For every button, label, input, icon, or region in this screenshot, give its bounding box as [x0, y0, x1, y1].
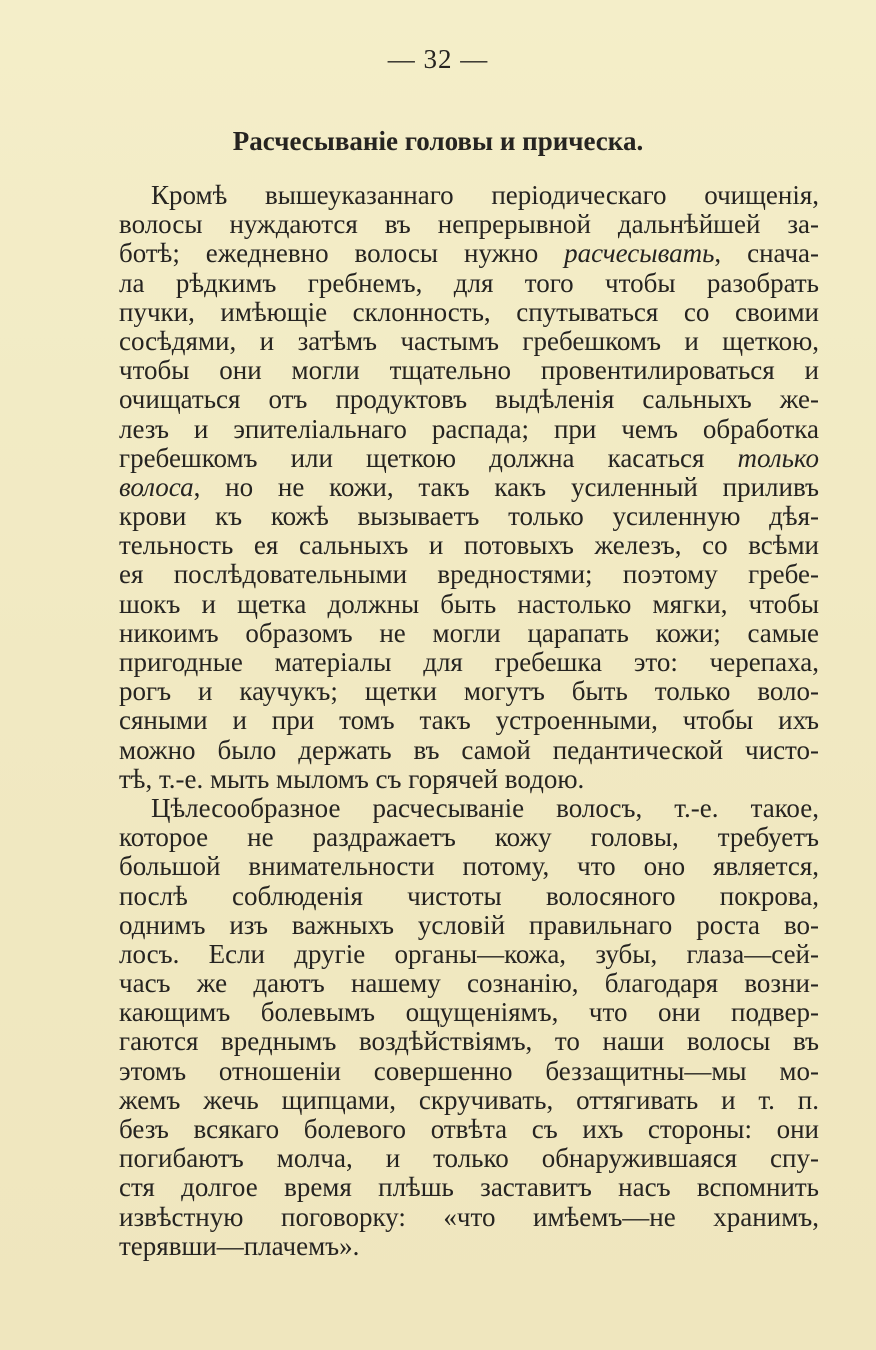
text-line — [119, 385, 819, 414]
text-line — [119, 765, 819, 794]
text-segment: лезъ и эпителіальнаго распада; при чемъ обработка — [119, 413, 819, 444]
text-line — [119, 560, 819, 589]
text-line — [119, 677, 819, 706]
text-segment: сосѣдями, и затѣмъ частымъ гребешкомъ и щеткою, — [119, 325, 819, 356]
text-line — [119, 1057, 819, 1086]
text-line — [119, 181, 819, 210]
text-line — [119, 356, 819, 385]
text-segment: пучки, имѣющіе склонность, спутываться со своими — [119, 296, 819, 327]
text-line — [119, 1232, 819, 1261]
text-segment: ея послѣдовательными вредностями; поэтому гребе- — [119, 559, 819, 590]
text-segment: извѣстную поговорку: «что имѣемъ—не хранимъ, — [119, 1201, 819, 1232]
text-line — [119, 736, 819, 765]
text-segment: большой внимательности потому, что оно является, — [119, 851, 819, 882]
text-line — [119, 269, 819, 298]
text-line — [119, 1086, 819, 1115]
text-line — [119, 706, 819, 735]
text-segment: рогъ и каучукъ; щетки могутъ быть только воло- — [119, 676, 819, 707]
text-segment: , но не кожи, такъ какъ усиленный приливъ — [193, 471, 819, 502]
text-line — [119, 590, 819, 619]
text-line — [119, 911, 819, 940]
emphasis-text: волоса — [119, 471, 194, 502]
text-segment: лосъ. Если другіе органы—кожа, зубы, глаза—сей- — [119, 938, 819, 969]
text-segment: , снача- — [714, 238, 820, 269]
page-number: — 32 — — [387, 44, 489, 74]
text-line — [119, 531, 819, 560]
text-line — [119, 823, 819, 852]
text-segment: никоимъ образомъ не могли царапать кожи; самые — [119, 617, 819, 648]
text-line — [119, 415, 819, 444]
text-line — [119, 852, 819, 881]
text-line — [119, 882, 819, 911]
text-line — [119, 1203, 819, 1232]
text-segment: тельность ея сальныхъ и потовыхъ железъ, со всѣми — [119, 530, 819, 561]
paragraph-2 — [119, 794, 819, 1261]
text-line — [119, 327, 819, 356]
text-segment: этомъ отношеніи совершенно беззащитны—мы мо- — [119, 1055, 819, 1086]
text-segment: чтобы они могли тщательно провентилироваться и — [119, 355, 819, 386]
text-segment: однимъ изъ важныхъ условій правильнаго роста во- — [119, 909, 819, 940]
text-segment: крови къ кожѣ вызываетъ только усиленную дѣя- — [119, 501, 819, 532]
text-line — [119, 473, 819, 502]
text-segment: очищаться отъ продуктовъ выдѣленія сальныхъ же- — [119, 384, 819, 415]
text-line — [119, 1173, 819, 1202]
chapter-title: Расчесываніе головы и прическа. — [232, 126, 644, 156]
text-line — [119, 998, 819, 1027]
text-segment: послѣ соблюденія чистоты волосяного покрова, — [119, 880, 819, 911]
text-line — [119, 648, 819, 677]
emphasis-text: только — [737, 442, 819, 473]
text-segment: безъ всякаго болевого отвѣта съ ихъ стороны: они — [119, 1114, 819, 1144]
text-segment: пригодные матеріалы для гребешка это: черепаха, — [119, 647, 819, 677]
emphasis-text: расчесывать — [564, 238, 715, 269]
text-line — [119, 1115, 819, 1144]
text-segment: Кромѣ вышеуказаннаго періодическаго очищенія, — [151, 180, 819, 210]
text-line — [119, 969, 819, 998]
text-segment: ботѣ; ежедневно волосы нужно — [119, 238, 565, 269]
text-segment: гаются вреднымъ воздѣйствіямъ, то наши волосы въ — [119, 1026, 819, 1057]
text-segment: ла рѣдкимъ гребнемъ, для того чтобы разобрать — [119, 267, 819, 298]
text-segment: кающимъ болевымъ ощущеніямъ, что они подвер- — [119, 997, 819, 1028]
text-segment: шокъ и щетка должны быть настолько мягки, чтобы — [119, 588, 819, 619]
text-line — [119, 1144, 819, 1173]
text-segment: погибаютъ молча, и только обнаружившаяся спу- — [119, 1143, 819, 1174]
text-segment: сяными и при томъ такъ устроенными, чтобы ихъ — [119, 705, 819, 736]
text-line — [119, 1027, 819, 1056]
text-line — [119, 940, 819, 969]
text-segment: гребешкомъ или щеткою должна касаться — [119, 442, 738, 473]
text-line — [119, 298, 819, 327]
text-segment: волосы нуждаются въ непрерывной дальнѣйшей за- — [119, 209, 819, 240]
text-segment: Цѣлесообразное расчесываніе волосъ, т.-е. такое, — [151, 792, 819, 823]
paragraph-1 — [119, 181, 819, 794]
text-segment: которое не раздражаетъ кожу головы, требуетъ — [119, 822, 819, 853]
text-segment: можно было держать въ самой педантической чисто- — [119, 734, 819, 765]
text-line — [119, 794, 819, 823]
text-line — [119, 502, 819, 531]
text-segment: тѣ, т.-е. мыть мыломъ съ горячей водою. — [119, 763, 585, 794]
text-line — [119, 444, 819, 473]
text-segment: стя долгое время плѣшь заставитъ насъ вспомнить — [119, 1172, 819, 1203]
text-segment: терявши—плачемъ». — [119, 1230, 360, 1261]
text-line — [119, 239, 819, 268]
text-line — [119, 210, 819, 239]
body-text — [119, 181, 819, 1261]
text-segment: часъ же даютъ нашему сознанію, благодаря возни- — [119, 968, 819, 999]
text-line — [119, 619, 819, 648]
text-segment: жемъ жечь щипцами, скручивать, оттягивать и т. п. — [119, 1084, 819, 1115]
